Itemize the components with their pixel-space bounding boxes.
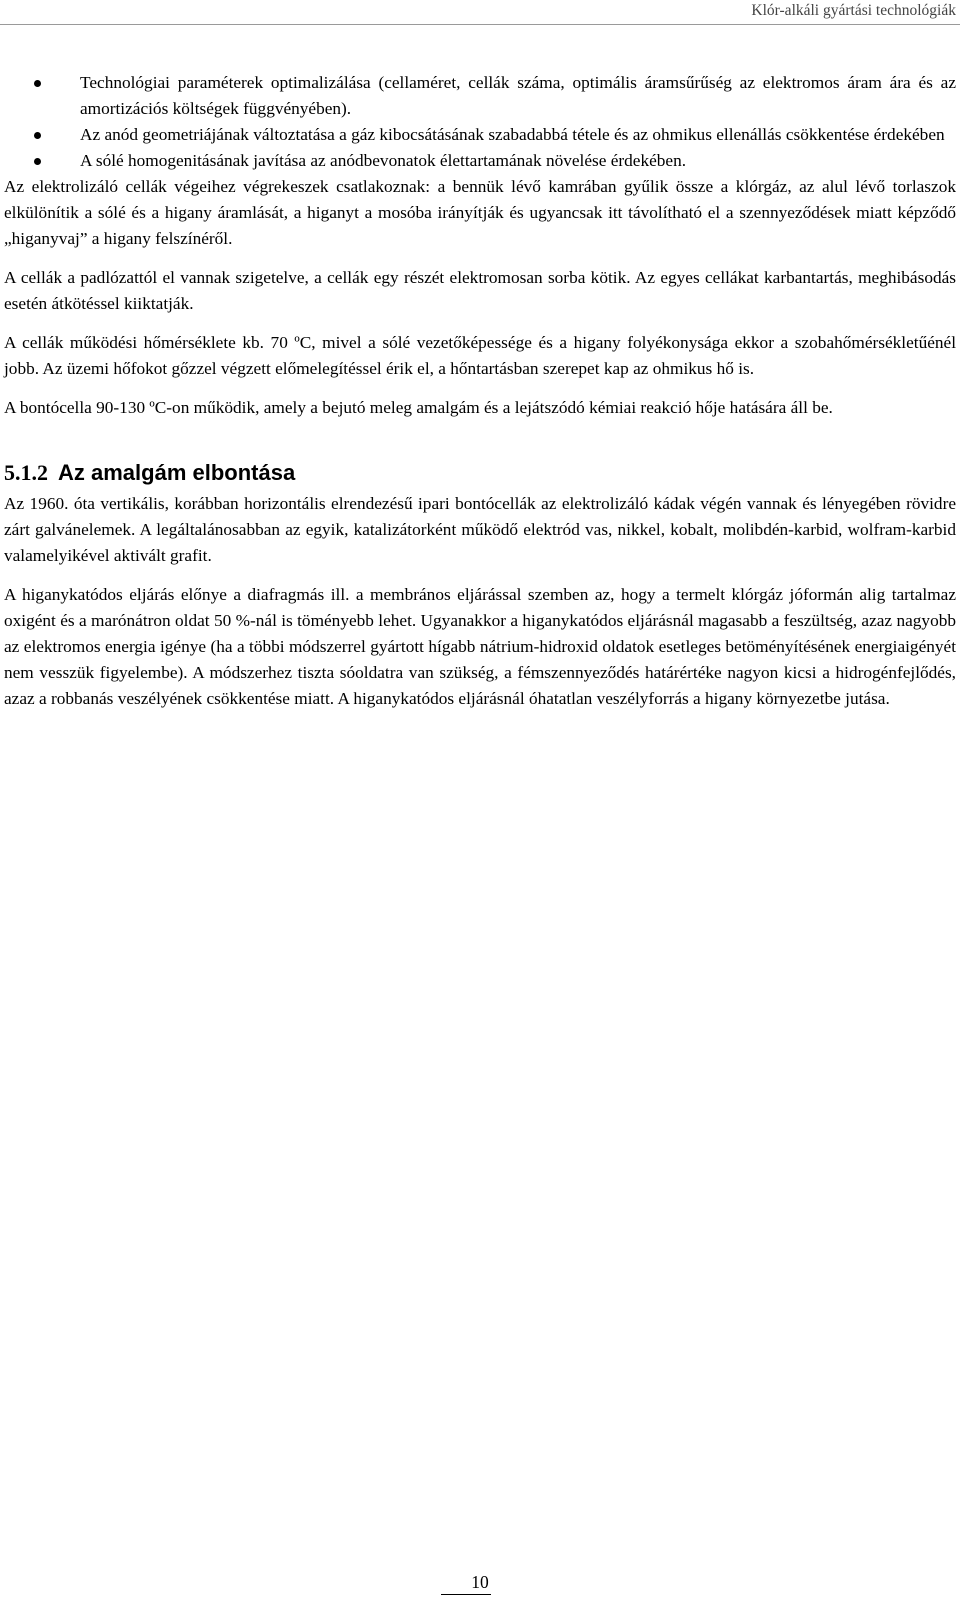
bullet-item: [4, 122, 956, 148]
bullet-list: [4, 70, 956, 174]
bullet-icon: [34, 132, 41, 139]
bullet-item: [4, 70, 956, 122]
running-head-title: Klór-alkáli gyártási technológiák: [751, 2, 956, 19]
page-content: [4, 70, 956, 712]
paragraph-advantages: A higanykatódos eljárás előnye a diafragmás ill. a membrános eljárással szemben az, hogy a termelt klórgáz jóformán alig tartalmaz oxigént és a marónátron oldat 50 %-nál is töményebb lehet. Ugyanakkor a higanykatódos eljárásnál magasabb a feszültség, azaz nagyobb az elektromos energia igénye (ha a többi módszerrel gyártott hígabb nátrium-hidroxid oldatok esetleges betöményítésének energiaigényét nem vesszük figyelembe). A módszerhez tiszta sóoldatra van szükség, a fémszennyeződés határértéke nagyon kicsi a hidrogénfejlődés, azaz a robbanás veszélyének csökkentése miatt. A higanykatódos eljárásnál óhatatlan veszélyforrás a higany környezetbe jutása.: [4, 585, 956, 708]
page-number: 10: [471, 1572, 489, 1592]
paragraph-insulation: A cellák a padlózattól el vannak szigetelve, a cellák egy részét elektromosan sorba kötik. Az egyes cellákat karbantartás, meghibásodás esetén átkötéssel kiiktatják.: [4, 268, 956, 313]
section-title: Az amalgám elbontása: [58, 460, 296, 485]
section-number: 5.1.2: [4, 460, 48, 485]
bullet-item: [4, 148, 956, 174]
header-rule: [0, 24, 960, 25]
bullet-icon: [34, 80, 41, 87]
bullet-text: Az anód geometriájának változtatása a gáz kibocsátásának szabadabbá tétele és az ohmikus ellenállás csökkentése érdekében: [80, 125, 945, 144]
paragraph-decomposer-cells: Az 1960. óta vertikális, korábban horizontális elrendezésű ipari bontócellák az elektrolizáló kádak végén vannak és lényegében rövidre zárt galvánelemek. A legáltalánosabban az egyik, katalizátorként működő elektród vas, nikkel, kobalt, molibdén-karbid, wolfram-karbid valamelyikével aktivált grafit.: [4, 494, 956, 565]
paragraph-end-boxes: Az elektrolizáló cellák végeihez végrekeszek csatlakoznak: a bennük lévő kamrában gyűlik össze a klórgáz, az alul lévő torlaszok elkülönítik a sólé és a higany áramlását, a higanyt a mosóba irányítják és ugyancsak itt távolítható el a szennyeződések miatt képződő „higanyvaj” a higany felszínéről.: [4, 177, 956, 248]
paragraph-decomposer: A bontócella 90-130 ºC-on működik, amely a bejutó meleg amalgám és a lejátszódó kémiai reakció hője hatására áll be.: [4, 398, 833, 417]
bullet-text: Technológiai paraméterek optimalizálása (cellaméret, cellák száma, optimális áramsűrűség az elektromos áram ára és az amortizációs költségek függvényében).: [80, 73, 956, 118]
footer-rule: [441, 1594, 491, 1595]
bullet-text: A sólé homogenitásának javítása az anódbevonatok élettartamának növelése érdekében.: [80, 151, 687, 170]
section-heading: [4, 459, 956, 487]
bullet-icon: [34, 158, 41, 165]
page-header: [0, 0, 960, 34]
paragraph-temperature: A cellák működési hőmérséklete kb. 70 ºC, mivel a sólé vezetőképessége és a higany folyékonysága ekkor a szobahőmérsékletűénél jobb. Az üzemi hőfokot gőzzel végzett előmelegítéssel érik el, a hőntartásban szerepet kap az ohmikus hő is.: [4, 333, 956, 378]
